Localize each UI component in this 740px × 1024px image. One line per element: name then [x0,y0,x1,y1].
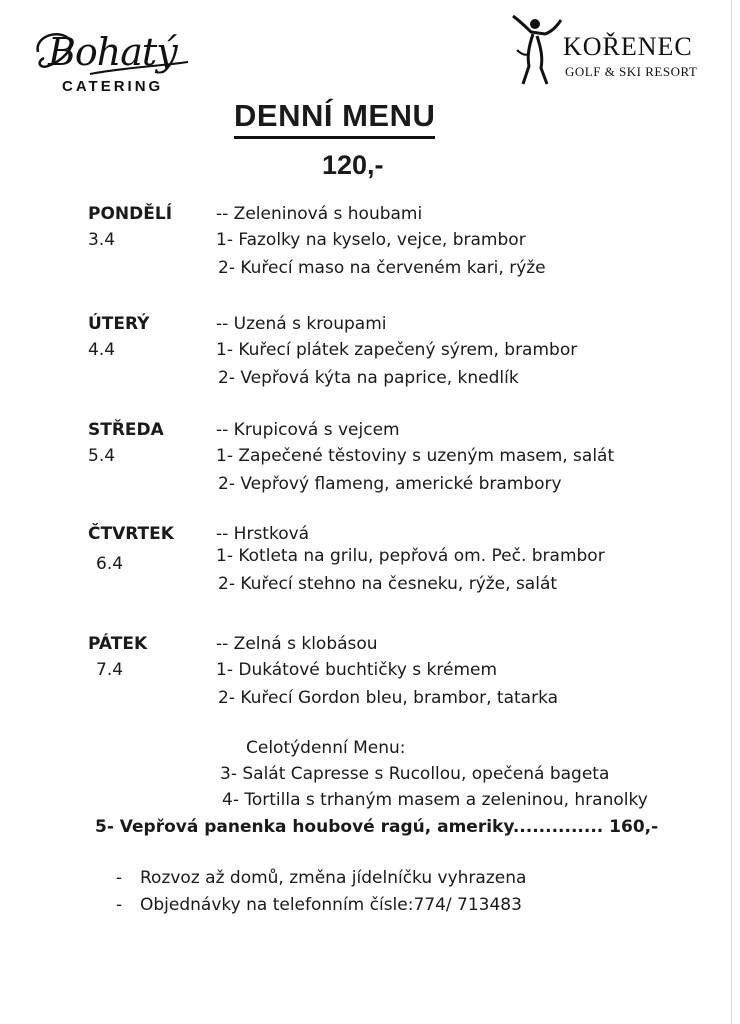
day-meal-2: 2- Vepřová kýta na paprice, knedlík [218,368,519,388]
weekly-item-3: 3- Salát Capresse s Rucollou, opečená bageta [220,764,610,784]
note-item [116,868,526,895]
day-meal-1: 1- Fazolky na kyselo, vejce, brambor [216,230,526,250]
resort-name-text: KOŘENEC [563,32,693,61]
bullet-dash-icon: - [116,895,123,915]
day-meal-1: 1- Kotleta na grilu, pepřová om. Peč. brambor [216,546,605,566]
day-name: ÚTERÝ [88,314,150,334]
day-meal-1: 1- Kuřecí plátek zapečený sýrem, brambor [216,340,578,360]
day-meal-2: 2- Kuřecí stehno na česneku, rýže, salát [218,574,558,594]
bullet-dash-icon: - [116,868,123,888]
day-soup: -- Zeleninová s houbami [216,204,423,224]
day-date: 4.4 [88,340,116,360]
notes-list [116,868,526,922]
menu-price: 120,- [322,150,384,180]
day-meal-2: 2- Vepřový flameng, americké brambory [218,474,562,494]
day-name: PÁTEK [88,634,148,654]
weekly-item-4: 4- Tortilla s trhaným masem a zeleninou, hranolky [222,790,648,810]
day-meal-2: 2- Kuřecí maso na červeném kari, rýže [218,258,546,278]
note-text: Objednávky na telefonním čísle:774/ 713483 [140,895,522,915]
day-soup: -- Hrstková [216,524,310,544]
day-soup: -- Uzená s kroupami [216,314,387,334]
day-date: 7.4 [96,660,124,680]
note-item [116,895,526,922]
weekly-item-5: 5- Vepřová panenka houbové ragú, ameriky.............. 160,- [95,817,659,837]
golfer-icon [507,10,563,88]
day-date: 3.4 [88,230,116,250]
day-soup: -- Krupicová s vejcem [216,420,400,440]
note-text: Rozvoz až domů, změna jídelníčku vyhrazena [140,868,527,888]
day-soup: -- Zelná s klobásou [216,634,378,654]
bohaty-catering-logo [30,22,200,102]
day-meal-1: 1- Zapečené těstoviny s uzeným masem, salát [216,446,615,466]
day-name: ČTVRTEK [88,524,174,544]
day-meal-2: 2- Kuřecí Gordon bleu, brambor, tatarka [218,688,559,708]
page-edge [731,0,732,1024]
logo-brand-text: Bohatý [48,30,177,74]
day-meal-1: 1- Dukátové buchtičky s krémem [216,660,498,680]
menu-title: DENNÍ MENU [234,98,435,139]
day-date: 6.4 [96,554,124,574]
day-date: 5.4 [88,446,116,466]
logo-sub-text: CATERING [62,78,164,95]
day-name: PONDĚLÍ [88,204,173,224]
day-name: STŘEDA [88,420,164,440]
resort-tagline-text: GOLF & SKI RESORT [565,64,698,79]
korenec-resort-logo [505,10,715,90]
weekly-heading: Celotýdenní Menu: [246,738,406,758]
